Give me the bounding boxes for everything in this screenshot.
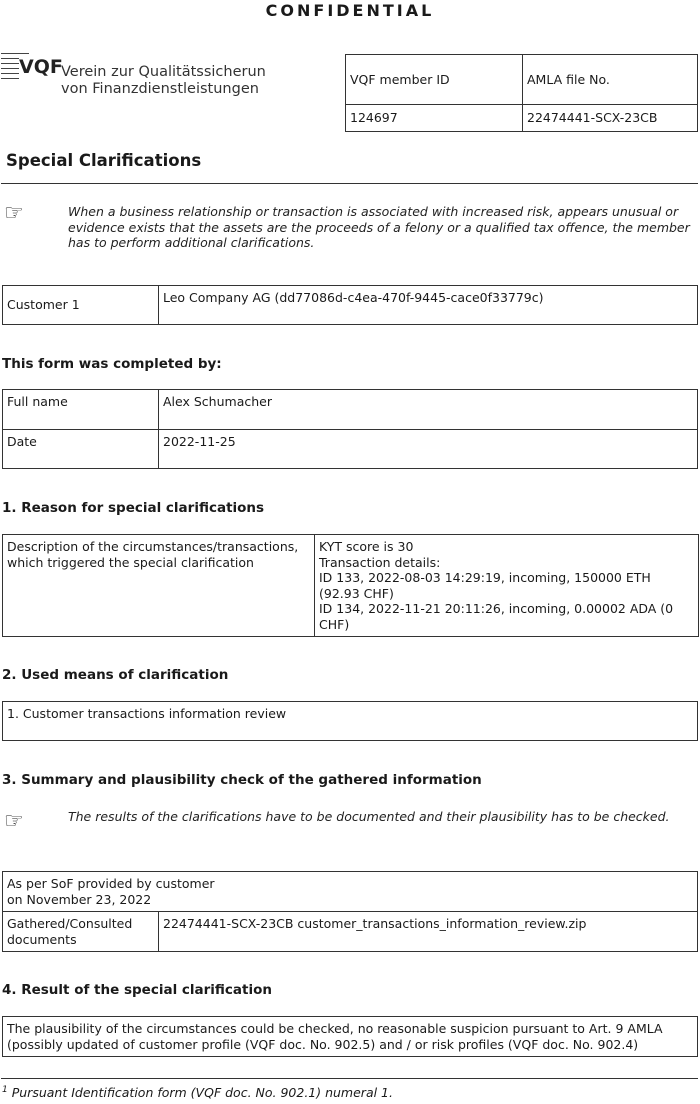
vqf-logo (1, 50, 271, 100)
page-title: Special Clarifications (6, 151, 202, 170)
amla-file-label: AMLA file No. (523, 55, 698, 105)
member-id-label: VQF member ID (346, 55, 523, 105)
section3-table (2, 871, 698, 952)
section1-details (315, 535, 699, 637)
sof-cell (3, 872, 698, 912)
logo-text (61, 64, 266, 98)
completed-by-table (2, 389, 698, 469)
sof-line-2: on November 23, 2022 (7, 891, 152, 907)
footnote-divider (1, 1078, 698, 1079)
customer-value: Leo Company AG (dd77086d-c4ea-470f-9445-cace0f33779c) (159, 286, 698, 325)
footnote (2, 1085, 393, 1100)
footnote-marker: 1 (2, 1085, 8, 1095)
kyt-score-line: KYT score is 30 (319, 539, 414, 554)
logo-line-1: Verein zur Qualitätssicherun (61, 64, 266, 80)
logo-mark: VQF (19, 56, 63, 78)
customer-label: Customer 1 (3, 286, 159, 325)
transaction-line: ID 133, 2022-08-03 14:29:19, incoming, 150000 ETH (92.93 CHF) (319, 570, 651, 601)
transaction-details-line: Transaction details: (319, 554, 441, 570)
section1-table (2, 534, 699, 637)
pointing-hand-icon: ☞ (4, 809, 24, 834)
customer-table (2, 285, 698, 325)
section4-value: The plausibility of the circumstances could be checked, no reasonable suspicion pursuant to Art. 9 AMLA (possibly updated of customer profile (VQF doc. No. 902.5) and / or risk profiles (VQF doc. No. 902.4) (3, 1017, 698, 1057)
transaction-line: ID 134, 2022-11-21 20:11:26, incoming, 0.00002 ADA (0 CHF) (319, 601, 674, 632)
section2-table (2, 701, 698, 741)
logo-line-2: von Finanzdienstleistungen (61, 81, 259, 97)
completed-by-heading: This form was completed by: (2, 356, 222, 372)
documents-value: 22474441-SCX-23CB customer_transactions_information_review.zip (159, 912, 698, 952)
date-value: 2022-11-25 (159, 430, 698, 469)
id-table (345, 54, 698, 132)
section4-heading: 4. Result of the special clarification (2, 982, 272, 998)
sof-line-1: As per SoF provided by customer (7, 876, 215, 891)
section4-table (2, 1016, 698, 1057)
amla-file-value: 22474441-SCX-23CB (523, 105, 698, 132)
documents-label: Gathered/Consulted documents (3, 912, 159, 952)
section3-heading: 3. Summary and plausibility check of the gathered information (2, 772, 482, 788)
intro-note: When a business relationship or transaction is associated with increased risk, appears unusual or evidence exists that the assets are the proceeds of a felony or a qualified tax offence, the member has to perform additional clarifications. (68, 204, 690, 250)
member-id-value: 124697 (346, 105, 523, 132)
date-label: Date (3, 430, 159, 469)
section3-note: The results of the clarifications have to be documented and their plausibility has to be checked. (68, 809, 670, 824)
section1-heading: 1. Reason for special clarifications (2, 500, 265, 516)
full-name-value: Alex Schumacher (159, 390, 698, 430)
pointing-hand-icon: ☞ (4, 201, 24, 226)
section2-value: 1. Customer transactions information review (3, 702, 698, 741)
full-name-label: Full name (3, 390, 159, 430)
section2-heading: 2. Used means of clarification (2, 667, 229, 683)
section1-label: Description of the circumstances/transactions, which triggered the special clarification (3, 535, 315, 637)
title-divider (1, 183, 698, 184)
confidential-banner: CONFIDENTIAL (265, 1, 435, 20)
footnote-text: Pursuant Identification form (VQF doc. No. 902.1) numeral 1. (11, 1085, 393, 1101)
